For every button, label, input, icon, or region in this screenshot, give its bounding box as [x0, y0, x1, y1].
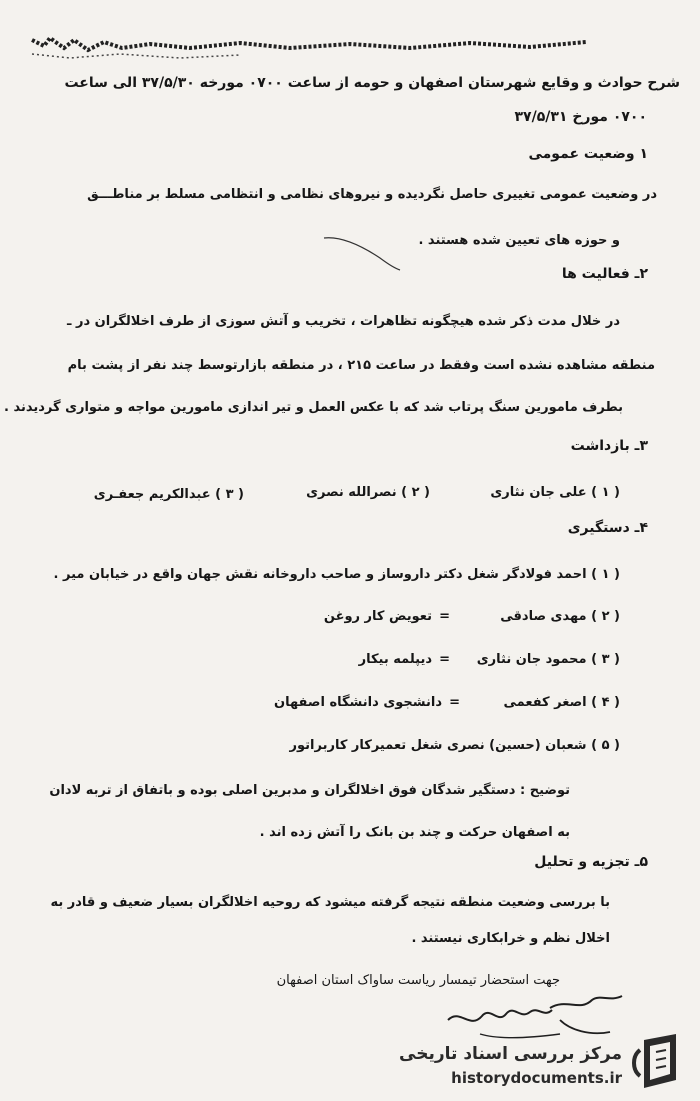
scan-smudge-top [30, 36, 590, 66]
pen-mark [322, 232, 402, 272]
section-3-heading: ۳ـ بازداشت [570, 438, 648, 454]
arrestee-2-job: تعویض کار روغن [323, 609, 432, 624]
detainee-2: ( ۲ ) نصرالله نصری [306, 485, 430, 500]
section-2-line-2: منطقه مشاهده نشده است وفقط در ساعت ۲۱۵ ، در منطقه بازارتوسط چند نفر از پشت بام [67, 358, 655, 373]
note-line-2: به اصفهان حرکت و چند بن بانک را آتش زده اند . [259, 825, 570, 840]
arrestee-2-name: ( ۲ ) مهدی صادقی [500, 609, 620, 624]
archive-logo-icon [630, 1030, 686, 1094]
arrestee-4-job: دانشجوی دانشگاه اصفهان [273, 695, 442, 710]
arrestee-4-name: ( ۴ ) اصغر کفعمی [503, 695, 620, 710]
section-1-line-2: و حوزه های تعیین شده هستند . [418, 233, 620, 248]
section-5-line-1: با بررسی وضعیت منطقه نتیجه گرفته میشود که روحیه اخلالگران بسیار ضعیف و قادر به [50, 895, 610, 910]
arrestee-1: ( ۱ ) احمد فولادگر شغل دکتر داروساز و صاحب داروخانه نقش جهان واقع در خیابان میر . [53, 567, 620, 582]
section-5-heading: ۵ـ تجزیه و تحلیل [534, 854, 648, 870]
ditto-mark-3: = [439, 652, 450, 667]
arrestee-5: ( ۵ ) شعبان (حسین) نصری شغل تعمیرکار کاربراتور [289, 738, 620, 753]
arrestee-3-name: ( ۳ ) محمود جان نثاری [476, 652, 620, 667]
section-4-heading: ۴ـ دستگیری [567, 520, 648, 536]
note-line-1: توضیح : دستگیر شدگان فوق اخلالگران و مدبرین اصلی بوده و باتفاق از تربه لادان [49, 783, 570, 798]
closing-line: جهت استحضار تیمسار ریاست ساواک استان اصفهان [276, 973, 560, 988]
section-1-line-1: در وضعیت عمومی تغییری حاصل نگردیده و نیروهای نظامی و انتظامی مسلط بر مناطـــق [87, 187, 657, 202]
archive-url: historydocuments.ir [451, 1069, 622, 1087]
detainee-1: ( ۱ ) علی جان نثاری [490, 485, 620, 500]
archive-name: مرکز بررسی اسناد تاریخی [399, 1044, 622, 1064]
ditto-mark-4: = [449, 695, 460, 710]
arrestee-3-job: دیپلمه بیکار [358, 652, 432, 667]
document-title-line-1: شرح حوادث و وقایع شهرستان اصفهان و حومه از ساعت ۰۷۰۰ مورخه ۳۷/۵/۳۰ الی ساعت [64, 75, 680, 91]
document-title-line-2: ۰۷۰۰ مورخ ۳۷/۵/۳۱ [514, 109, 647, 125]
section-2-line-3: بطرف مامورین سنگ پرتاب شد که با عکس العمل و تیر اندازی مامورین مواجه و متواری گردیدند . [3, 400, 623, 415]
section-2-line-1: در خلال مدت ذکر شده هیچگونه تظاهرات ، تخریب و آتش سوزی از طرف اخلالگران در ـ [66, 314, 620, 329]
detainee-3: ( ۳ ) عبدالکریم جعفـری [93, 487, 244, 502]
section-5-line-2: اخلال نظم و خرابکاری نیستند . [411, 931, 610, 946]
section-2-heading: ۲ـ فعالیت ها [561, 266, 648, 282]
ditto-mark-2: = [439, 609, 450, 624]
section-1-heading: ۱ وضعیت عمومی [528, 146, 648, 162]
